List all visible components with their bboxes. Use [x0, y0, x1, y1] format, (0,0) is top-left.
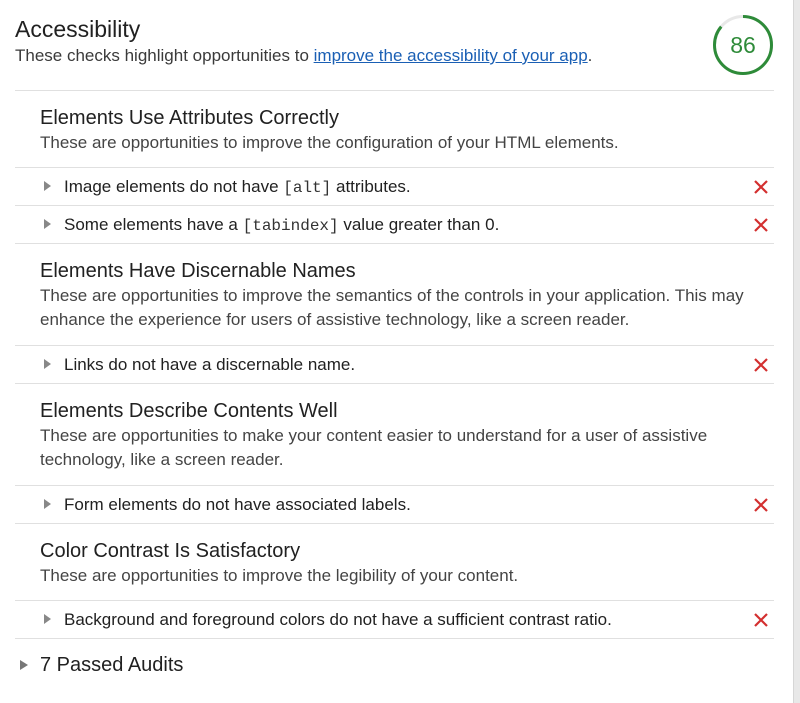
audit-item-form-labels[interactable]	[40, 487, 774, 523]
group-description: These are opportunities to improve the configuration of your HTML elements.	[40, 133, 619, 152]
group-title: Color Contrast Is Satisfactory	[40, 540, 301, 562]
divider	[15, 205, 774, 206]
divider	[15, 485, 774, 486]
group-title: Elements Have Discernable Names	[40, 260, 356, 282]
section-title: Accessibility	[15, 16, 141, 42]
triangle-right-icon[interactable]	[20, 660, 28, 670]
close-icon	[753, 217, 769, 233]
divider	[15, 90, 774, 91]
score-value: 86	[730, 32, 756, 58]
close-icon	[753, 179, 769, 195]
divider	[15, 600, 774, 601]
section-header	[15, 14, 775, 68]
group-description: These are opportunities to improve the legibility of your content.	[40, 566, 519, 585]
passed-audits-label: 7 Passed Audits	[40, 654, 184, 676]
audit-label: Some elements have a [tabindex] value greater than 0.	[64, 215, 500, 235]
audit-item-link-name[interactable]	[40, 347, 774, 383]
triangle-right-icon[interactable]	[44, 219, 51, 229]
description-prefix: These checks highlight opportunities to	[15, 46, 314, 65]
audit-label: Background and foreground colors do not have a sufficient contrast ratio.	[64, 610, 612, 629]
close-icon	[753, 612, 769, 628]
triangle-right-icon[interactable]	[44, 359, 51, 369]
divider	[15, 523, 774, 524]
audit-item-tabindex[interactable]	[40, 207, 774, 243]
score-gauge	[712, 14, 774, 76]
close-icon	[753, 357, 769, 373]
audit-label: Image elements do not have [alt] attributes.	[64, 177, 411, 197]
audit-label: Form elements do not have associated labels.	[64, 495, 411, 514]
group-title: Elements Describe Contents Well	[40, 400, 338, 422]
group-description: These are opportunities to improve the semantics of the controls in your application. This may enhance the experience for users of assistive technology, like a screen reader.	[40, 286, 744, 329]
divider	[15, 167, 774, 168]
triangle-right-icon[interactable]	[44, 614, 51, 624]
scrollbar-edge	[793, 0, 800, 703]
close-icon	[753, 497, 769, 513]
group-title: Elements Use Attributes Correctly	[40, 107, 339, 129]
audit-label: Links do not have a discernable name.	[64, 355, 356, 374]
description-suffix: .	[587, 46, 593, 65]
divider	[15, 383, 774, 384]
triangle-right-icon[interactable]	[44, 499, 51, 509]
triangle-right-icon[interactable]	[44, 181, 51, 191]
divider	[15, 243, 774, 244]
divider	[15, 638, 774, 639]
accessibility-link[interactable]: improve the accessibility of your app	[313, 46, 588, 65]
audit-item-img-alt[interactable]	[40, 169, 774, 205]
audit-item-color-contrast[interactable]	[40, 602, 774, 638]
group-description: These are opportunities to make your content easier to understand for a user of assistive technology, like a screen reader.	[40, 426, 708, 469]
section-description	[15, 44, 775, 68]
divider	[15, 345, 774, 346]
